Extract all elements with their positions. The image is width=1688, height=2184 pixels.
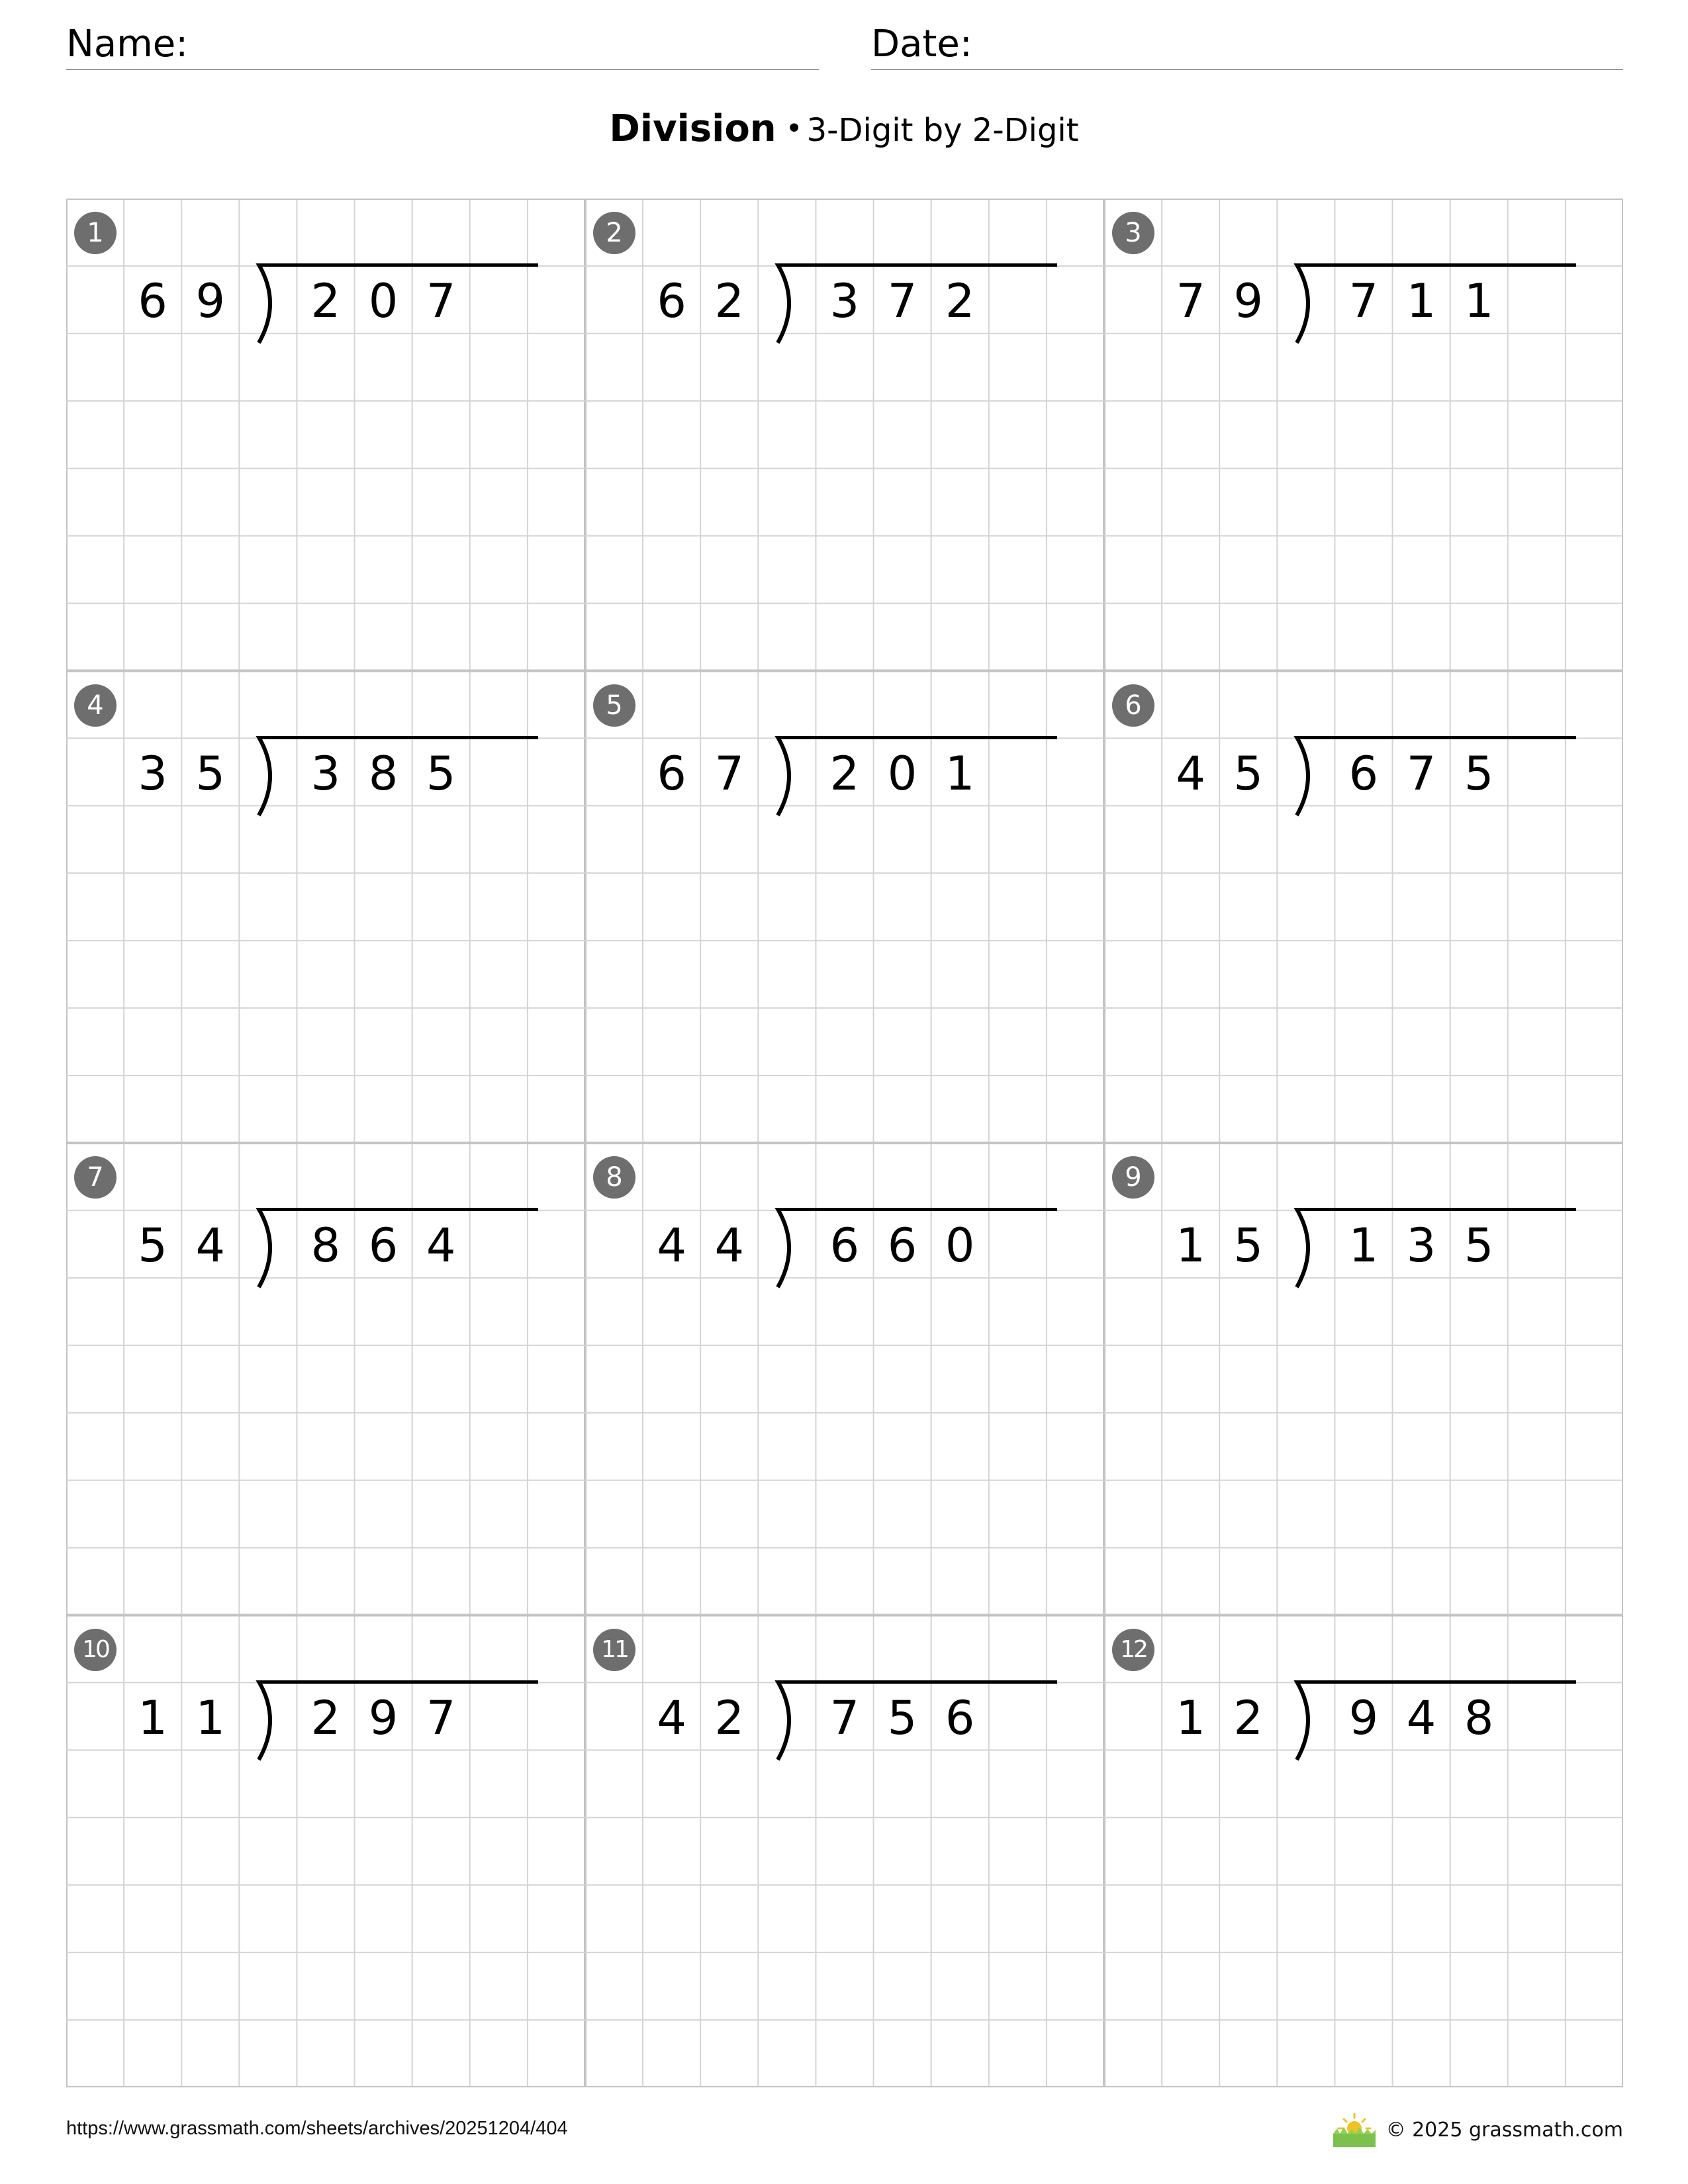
divisor-digit: 6 — [657, 274, 686, 328]
dividend-digit: 2 — [829, 746, 860, 801]
problem-number-badge: 9 — [1112, 1156, 1154, 1199]
divisor-digit: 4 — [657, 1218, 686, 1273]
problem — [585, 1143, 1102, 1613]
dividend-digit: 6 — [945, 1690, 975, 1745]
divisor-digit: 7 — [714, 746, 744, 801]
divisor-digit: 1 — [195, 1690, 225, 1745]
division-bracket — [1293, 1680, 1576, 1762]
division-bracket-line — [1297, 265, 1576, 343]
divisor-digit: 4 — [714, 1218, 744, 1273]
division-bracket — [255, 263, 538, 345]
problem-number-badge: 7 — [74, 1156, 117, 1199]
problem — [585, 199, 1102, 668]
dividend-digit: 2 — [310, 274, 341, 328]
problem — [66, 1143, 583, 1613]
footer-copyright: © 2025 grassmath.com — [1385, 2118, 1623, 2142]
dividend-digit: 0 — [945, 1218, 975, 1273]
divisor-digit: 7 — [1176, 274, 1205, 328]
dividend-digit: 0 — [887, 746, 917, 801]
worksheet-title — [0, 99, 1688, 161]
division-bracket — [255, 736, 538, 818]
divisor-digit: 2 — [714, 1690, 744, 1745]
dividend-digit: 7 — [1406, 746, 1436, 801]
division-bracket-line — [1297, 1209, 1576, 1287]
division-bracket — [774, 1208, 1057, 1290]
problem-number-badge: 1 — [74, 212, 117, 254]
division-bracket — [774, 1680, 1057, 1762]
dividend-digit: 4 — [1406, 1690, 1436, 1745]
problem-number-badge: 10 — [74, 1629, 117, 1671]
footer-url: https://www.grassmath.com/sheets/archives/20251204/404 — [66, 2118, 568, 2139]
dividend-digit: 4 — [426, 1218, 456, 1273]
problem — [585, 1615, 1102, 2085]
division-bracket-line — [1297, 737, 1576, 815]
divisor-digit: 1 — [138, 1690, 167, 1745]
dividend-digit: 6 — [1348, 746, 1379, 801]
divisor-digit: 1 — [1176, 1218, 1205, 1273]
dividend-digit: 1 — [1406, 274, 1436, 328]
name-label: Name: — [66, 23, 189, 66]
grass-sun-logo-icon — [1331, 2111, 1378, 2148]
divisor-digit: 6 — [657, 746, 686, 801]
problem-number-badge: 12 — [1112, 1629, 1154, 1671]
divisor-digit: 3 — [138, 746, 167, 801]
divisor-digit: 5 — [195, 746, 225, 801]
divisor-digit: 5 — [1233, 1218, 1263, 1273]
dividend-digit: 6 — [368, 1218, 399, 1273]
problem-number-badge: 4 — [74, 684, 117, 727]
dividend-digit: 5 — [1464, 746, 1494, 801]
dividend-digit: 6 — [887, 1218, 917, 1273]
title-separator: • — [785, 112, 803, 146]
divisor-digit: 2 — [714, 274, 744, 328]
divisor-digit: 9 — [195, 274, 225, 328]
problem — [1104, 671, 1620, 1141]
dividend-digit: 3 — [829, 274, 860, 328]
dividend-digit: 6 — [829, 1218, 860, 1273]
footer-credit — [1331, 2111, 1623, 2148]
dividend-digit: 0 — [368, 274, 399, 328]
dividend-digit: 3 — [1406, 1218, 1436, 1273]
name-field[interactable] — [66, 20, 819, 70]
divisor-digit: 1 — [1176, 1690, 1205, 1745]
dividend-digit: 2 — [310, 1690, 341, 1745]
dividend-digit: 7 — [426, 1690, 456, 1745]
division-bracket-line — [259, 265, 538, 343]
division-bracket — [774, 736, 1057, 818]
problem-number-badge: 11 — [593, 1629, 635, 1671]
dividend-digit: 7 — [829, 1690, 860, 1745]
problem — [66, 671, 583, 1141]
problem — [66, 1615, 583, 2085]
title-subtitle: 3-Digit by 2-Digit — [806, 112, 1079, 149]
date-label: Date: — [871, 23, 972, 66]
divisor-digit: 2 — [1233, 1690, 1263, 1745]
dividend-digit: 5 — [887, 1690, 917, 1745]
division-bracket — [255, 1208, 538, 1290]
dividend-digit: 1 — [945, 746, 975, 801]
divisor-digit: 5 — [1233, 746, 1263, 801]
problem-number-badge: 6 — [1112, 684, 1154, 727]
dividend-digit: 7 — [426, 274, 456, 328]
problem — [1104, 1143, 1620, 1613]
division-bracket-line — [1297, 1682, 1576, 1760]
division-bracket-line — [778, 265, 1057, 343]
dividend-digit: 8 — [368, 746, 399, 801]
problem-number-badge: 2 — [593, 212, 635, 254]
dividend-digit: 5 — [426, 746, 456, 801]
date-field[interactable] — [871, 20, 1623, 70]
dividend-digit: 1 — [1348, 1218, 1379, 1273]
division-bracket — [1293, 1208, 1576, 1290]
division-bracket — [1293, 263, 1576, 345]
dividend-digit: 3 — [310, 746, 341, 801]
divisor-digit: 9 — [1233, 274, 1263, 328]
dividend-digit: 9 — [368, 1690, 399, 1745]
divisor-digit: 5 — [138, 1218, 167, 1273]
problem — [66, 199, 583, 668]
divisor-digit: 4 — [1176, 746, 1205, 801]
dividend-digit: 5 — [1464, 1218, 1494, 1273]
dividend-digit: 2 — [945, 274, 975, 328]
division-bracket-line — [259, 737, 538, 815]
division-bracket-line — [778, 1682, 1057, 1760]
division-bracket — [1293, 736, 1576, 818]
problem — [1104, 1615, 1620, 2085]
division-bracket-line — [778, 737, 1057, 815]
dividend-digit: 8 — [310, 1218, 341, 1273]
dividend-digit: 9 — [1348, 1690, 1379, 1745]
dividend-digit: 8 — [1464, 1690, 1494, 1745]
division-bracket — [255, 1680, 538, 1762]
title-main: Division — [609, 107, 776, 150]
problem-number-badge: 5 — [593, 684, 635, 727]
division-bracket-line — [259, 1682, 538, 1760]
division-bracket-line — [778, 1209, 1057, 1287]
divisor-digit: 4 — [657, 1690, 686, 1745]
dividend-digit: 7 — [887, 274, 917, 328]
problem — [1104, 199, 1620, 668]
division-bracket — [774, 263, 1057, 345]
problem-number-badge: 3 — [1112, 212, 1154, 254]
dividend-digit: 7 — [1348, 274, 1379, 328]
divisor-digit: 6 — [138, 274, 167, 328]
problem-number-badge: 8 — [593, 1156, 635, 1199]
problem — [585, 671, 1102, 1141]
dividend-digit: 1 — [1464, 274, 1494, 328]
divisor-digit: 4 — [195, 1218, 225, 1273]
division-bracket-line — [259, 1209, 538, 1287]
